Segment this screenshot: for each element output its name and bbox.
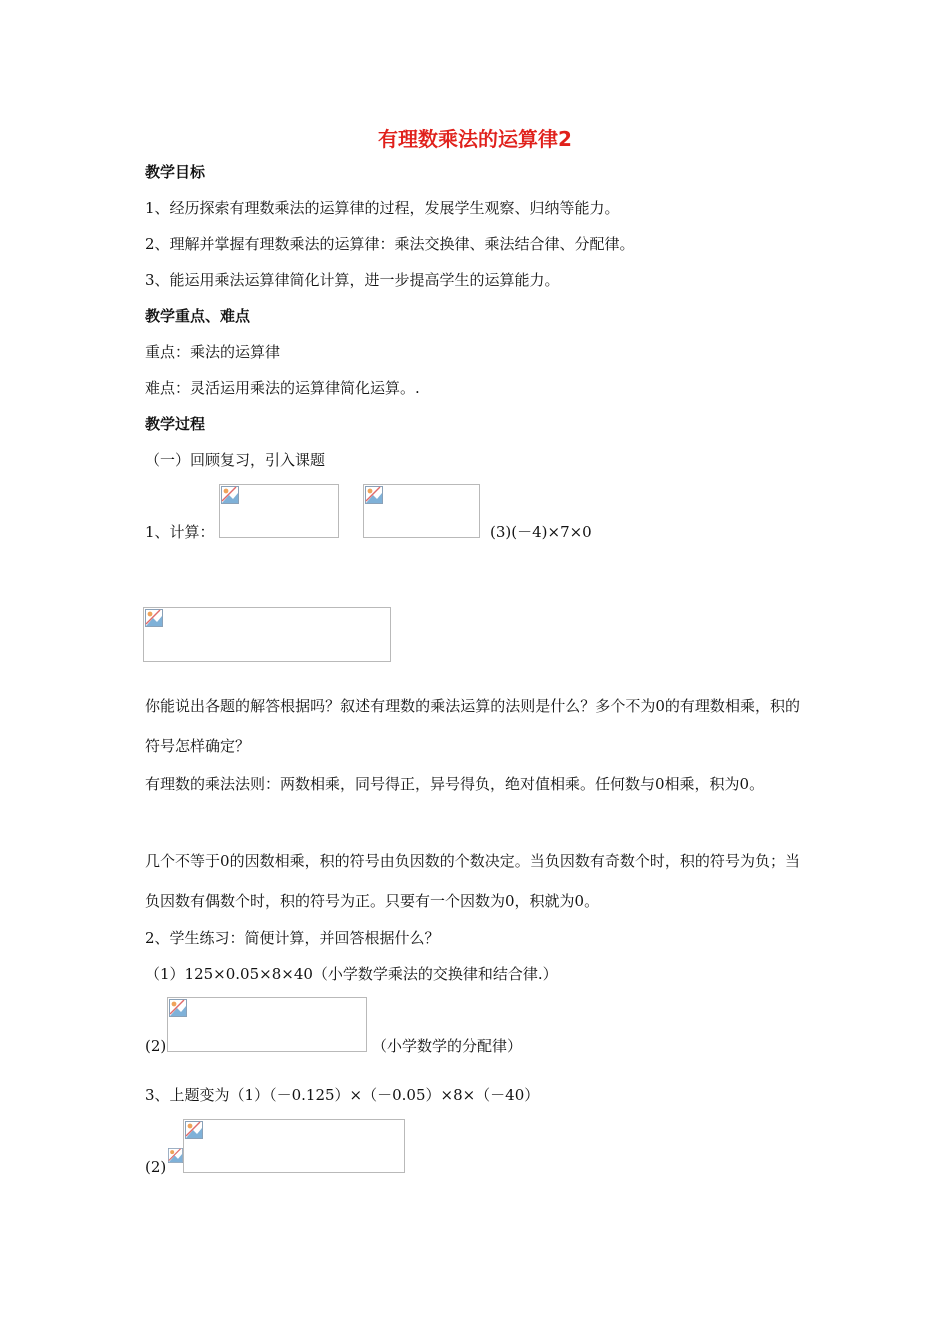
- objective-item-1: 1、经历探索有理数乘法的运算律的过程，发展学生观察、归纳等能力。: [145, 199, 620, 217]
- question-paragraph: 你能说出各题的解答根据吗？叙述有理数的乘法运算的法则是什么？多个不为0的有理数相乘，积的符号怎样确定？: [145, 697, 800, 755]
- broken-image-icon: [185, 1121, 203, 1139]
- q1-part-3: (3)(－4)×7×0: [490, 523, 592, 541]
- broken-image-icon: [168, 1148, 183, 1163]
- process-heading: 教学过程: [145, 415, 206, 433]
- objective-item-2: 2、理解并掌握有理数乘法的运算律：乘法交换律、乘法结合律、分配律。: [145, 235, 635, 253]
- key-point: 重点：乘法的运算律: [145, 343, 281, 361]
- formula-image-3: [143, 607, 391, 662]
- q2-part-2-suffix: （小学数学的分配律）: [372, 1037, 523, 1055]
- objective-item-3: 3、能运用乘法运算律简化计算，进一步提高学生的运算能力。: [145, 271, 560, 289]
- broken-image-icon: [221, 486, 239, 504]
- q2-part-1: （1）125×0.05×8×40（小学数学乘法的交换律和结合律.）: [145, 965, 558, 983]
- formula-image-1: [219, 484, 339, 538]
- keypoints-heading: 教学重点、难点: [145, 307, 251, 325]
- q3-part-2-prefix: (2): [145, 1158, 167, 1176]
- q3-label: 3、上题变为（1）（－0.125）×（－0.05）×8×（－40）: [145, 1086, 540, 1104]
- multiplication-rule: 有理数的乘法法则：两数相乘，同号得正，异号得负，绝对值相乘。任何数与0相乘，积为0。: [145, 775, 765, 793]
- q1-label: 1、计算：: [145, 523, 215, 541]
- sign-rule: 几个不等于0的因数相乘，积的符号由负因数的个数决定。当负因数有奇数个时，积的符号为负；当负因数有偶数个时，积的符号为正。只要有一个因数为0，积就为0。: [145, 852, 800, 910]
- formula-image-2: [363, 484, 480, 538]
- broken-image-icon: [169, 999, 187, 1017]
- formula-image-5: [183, 1119, 405, 1173]
- difficult-point: 难点：灵活运用乘法的运算律简化运算。.: [145, 379, 420, 397]
- objectives-heading: 教学目标: [145, 163, 206, 181]
- formula-image-4: [167, 997, 367, 1052]
- section-review: （一）回顾复习，引入课题: [145, 451, 326, 469]
- q2-part-2-prefix: (2): [145, 1037, 167, 1055]
- q2-label: 2、学生练习：简便计算，并回答根据什么？: [145, 929, 440, 947]
- document-title: 有理数乘法的运算律2: [378, 127, 572, 151]
- broken-image-icon: [145, 609, 163, 627]
- broken-image-icon: [365, 486, 383, 504]
